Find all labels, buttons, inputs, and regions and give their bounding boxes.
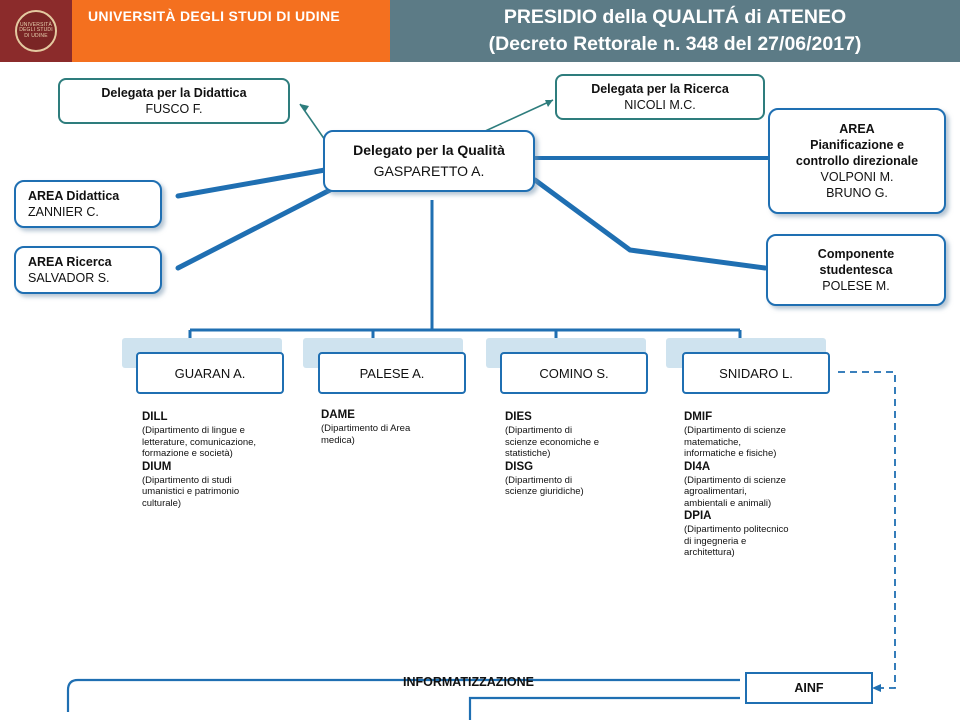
- dept-code-4-3: DPIA: [684, 510, 712, 522]
- node-delegata-ricerca-name: NICOLI M.C.: [624, 98, 696, 112]
- informatizzazione-label: INFORMATIZZAZIONE: [403, 675, 534, 689]
- page-title-line-2: (Decreto Rettorale n. 348 del 27/06/2017): [488, 33, 862, 55]
- node-area-pianificazione-line-3: controllo direzionale: [795, 154, 919, 168]
- university-name-line-1: UNIVERSITÀ: [88, 8, 176, 24]
- dept-desc-3-1: (Dipartimento di scienze economiche e statistiche): [505, 425, 599, 459]
- page-title: [390, 0, 960, 62]
- ainf-box[interactable]: [745, 672, 873, 704]
- dept-person-name-4: SNIDARO L.: [719, 365, 793, 381]
- node-componente-studentesca-line-1: Componente: [817, 247, 895, 261]
- university-name: [72, 0, 390, 62]
- node-delegata-didattica-name: FUSCO F.: [145, 102, 203, 116]
- node-area-pianificazione-person-1: VOLPONI M.: [820, 170, 894, 184]
- dept-person-name-1: GUARAN A.: [174, 365, 246, 381]
- node-componente-studentesca-line-2: studentesca: [819, 263, 893, 277]
- dept-detail-column-1: [142, 410, 270, 509]
- dept-person-box-4[interactable]: [682, 352, 830, 394]
- dept-desc-4-1: (Dipartimento di scienze matematiche, informatiche e fisiche): [684, 425, 786, 459]
- university-name-line-2: DEGLI STUDI: [180, 8, 272, 24]
- dept-detail-column-4: [684, 410, 792, 559]
- dept-person-box-1[interactable]: [136, 352, 284, 394]
- dept-person-name-2: PALESE A.: [359, 365, 425, 381]
- node-area-ricerca-title: AREA Ricerca: [28, 255, 112, 269]
- dept-desc-2-1: (Dipartimento di Area medica): [321, 423, 411, 446]
- dept-desc-1-2: (Dipartimento di studi umanistici e patrimonio culturale): [142, 474, 240, 509]
- dept-person-box-2[interactable]: [318, 352, 466, 394]
- node-delegato-qualita-role: Delegato per la Qualità: [353, 142, 505, 158]
- dept-code-1-1: DILL: [142, 411, 168, 423]
- node-delegata-ricerca[interactable]: [555, 74, 765, 120]
- node-componente-studentesca-person: POLESE M.: [822, 279, 890, 293]
- dept-desc-4-3: (Dipartimento politecnico di ingegneria e architettura): [684, 524, 789, 558]
- node-componente-studentesca[interactable]: [766, 234, 946, 306]
- page-header: [0, 0, 960, 62]
- dept-desc-1-1: (Dipartimento di lingue e letterature, comunicazione, formazione e società): [142, 425, 257, 459]
- node-delegata-didattica[interactable]: [58, 78, 290, 124]
- node-area-pianificazione-line-1: AREA: [839, 122, 875, 136]
- dept-detail-column-2: [321, 408, 446, 446]
- node-area-pianificazione-line-2: Pianificazione e: [810, 138, 904, 152]
- node-area-didattica[interactable]: [14, 180, 162, 228]
- dept-code-3-1: DIES: [505, 411, 532, 423]
- university-name-line-3: DI UDINE: [276, 8, 341, 24]
- dept-code-4-1: DMIF: [684, 411, 713, 423]
- node-area-pianificazione-person-2: BRUNO G.: [826, 186, 888, 200]
- page-title-line-1: PRESIDIO della QUALITÁ di ATENEO: [503, 6, 847, 28]
- node-area-ricerca-name: SALVADOR S.: [28, 271, 110, 285]
- university-logo: [0, 0, 72, 62]
- university-seal-icon: UNIVERSITÀ DEGLI STUDI DI UDINE: [15, 10, 57, 52]
- dept-detail-column-3: [505, 410, 605, 498]
- dept-person-box-3[interactable]: [500, 352, 648, 394]
- dept-person-name-3: COMINO S.: [539, 365, 609, 381]
- node-area-didattica-title: AREA Didattica: [28, 189, 120, 203]
- node-delegata-didattica-role: Delegata per la Didattica: [101, 86, 247, 100]
- ainf-label: AINF: [794, 681, 824, 695]
- node-delegato-qualita[interactable]: [323, 130, 535, 192]
- dept-code-2-1: DAME: [321, 409, 355, 421]
- node-area-pianificazione[interactable]: [768, 108, 946, 214]
- node-area-didattica-name: ZANNIER C.: [28, 205, 99, 219]
- dept-code-1-2: DIUM: [142, 460, 172, 473]
- node-area-ricerca[interactable]: [14, 246, 162, 294]
- dept-code-4-2: DI4A: [684, 460, 711, 473]
- dept-desc-3-2: (Dipartimento di scienze giuridiche): [505, 474, 584, 497]
- dept-code-3-2: DISG: [505, 460, 534, 473]
- node-delegato-qualita-name: GASPARETTO A.: [373, 163, 485, 179]
- node-delegata-ricerca-role: Delegata per la Ricerca: [591, 82, 729, 96]
- dept-desc-4-2: (Dipartimento di scienze agroalimentari, ambientali e animali): [684, 474, 786, 509]
